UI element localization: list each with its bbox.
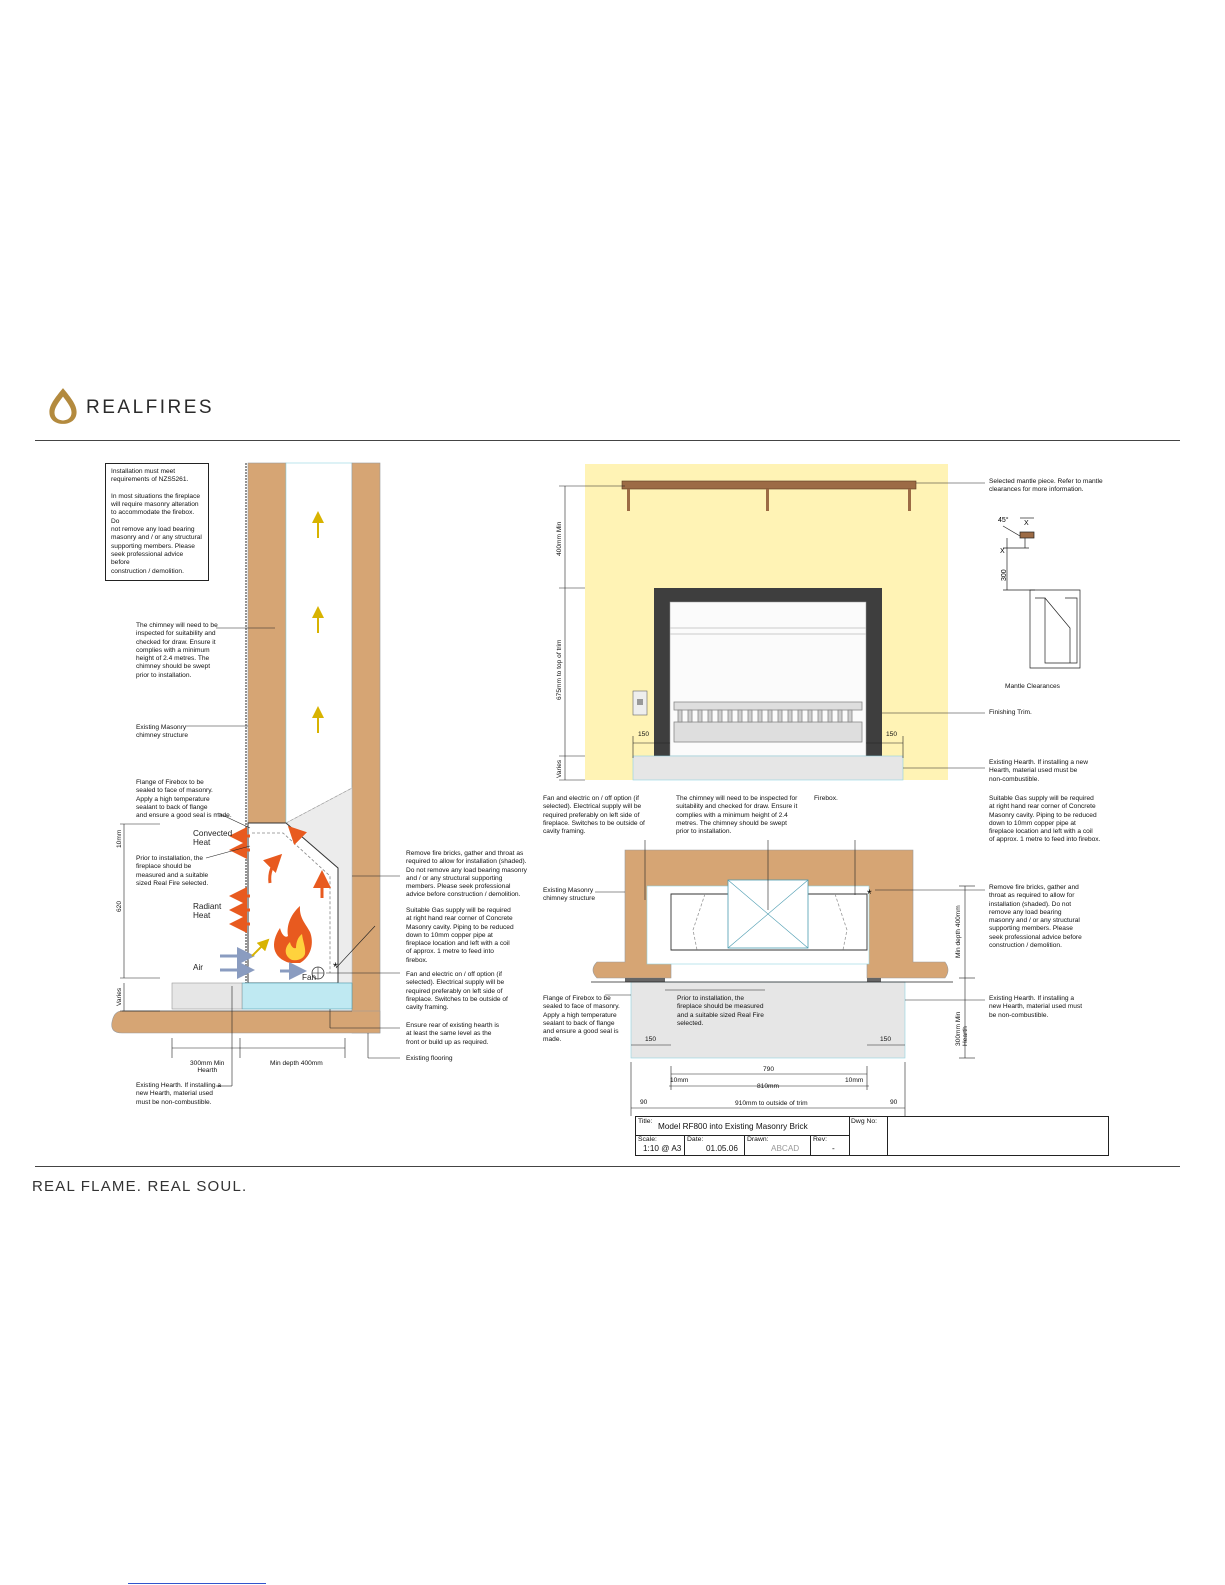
footer-divider <box>35 1166 1180 1167</box>
section-rear-hearth-note: Ensure rear of existing hearth is at least the same level as the front or build up as required. <box>406 1022 500 1046</box>
finishing-trim-label: Finishing Trim. <box>989 709 1032 716</box>
fire-grate <box>674 702 862 742</box>
elevation-hearth <box>633 756 903 780</box>
air-label: Air <box>193 963 204 972</box>
plan-drawing <box>585 840 985 1120</box>
plan-dim-910: 910mm to outside of trim <box>735 1100 808 1107</box>
section-measure-note: Prior to installation, the fireplace should be measured and a suitable sized Real Fire selected. <box>136 855 209 887</box>
plan-remove-note: Remove fire bricks, gather and throat as required to allow for installation (shaded). Do not remove any load bearing masonry and / or any structural supporting members. Please seek professional advice before construction / demolition. <box>989 884 1082 950</box>
realfires-logo <box>46 384 80 428</box>
scale-value: 1:10 @ A3 <box>643 1144 682 1153</box>
rev-label: Rev: <box>813 1136 827 1143</box>
clearance-x1-label: X <box>1024 520 1029 527</box>
plan-fan-note: Fan and electric on / off option (if selected). Electrical supply will be required preferably on left side of fireplace. Switches to be outside of cavity framing. <box>543 795 645 836</box>
plan-dim-790: 790 <box>763 1066 775 1073</box>
dim-400-vertical: 400mm Min <box>556 521 563 556</box>
dim-620-vertical: 620 <box>116 900 123 912</box>
plan-dim-150-left: 150 <box>645 1036 657 1043</box>
plan-firebox-label: Firebox. <box>814 795 838 802</box>
brand-name: REALFIRES <box>86 397 215 418</box>
section-hearth-note: Existing Hearth. If installing a new Hearth, material used must be non-combustible. <box>136 1082 222 1106</box>
drawing-title: Model RF800 into Existing Masonry Brick <box>658 1122 808 1131</box>
header-divider <box>35 440 1180 441</box>
dim-varies-vertical-elev: Varies <box>556 759 563 778</box>
section-fan-note: Fan and electric on / off option (if selected). Electrical supply will be required preferably on left side of fireplace. Switches to be outside of cavity framing. <box>406 971 508 1012</box>
scale-label: Scale: <box>638 1136 657 1143</box>
drawn-label: Drawn: <box>747 1136 769 1143</box>
section-flooring-label: Existing flooring <box>406 1055 453 1062</box>
dim-10mm-vertical: 10mm <box>116 829 123 848</box>
fan-label: Fan <box>302 973 317 982</box>
rev-value: - <box>832 1144 835 1153</box>
title-block <box>635 1116 1109 1156</box>
plan-hearth-note: Existing Hearth. If installing a new Hearth, material used must be non-combustible. <box>989 995 1083 1019</box>
section-masonry-label: Existing Masonry chimney structure <box>136 724 189 740</box>
plan-gas-note: Suitable Gas supply will be required at right hand rear corner of Concrete Masonry cavity. Piping to be reduced down to 10mm copper pipe at fireplace location and left with a coil of approx. 1 metre to feed into firebox. <box>989 795 1101 844</box>
plan-chimney-note: The chimney will need to be inspected for suitability and checked for draw. Ensure it complies with a minimum height of 2.4 metres. The chimney should be swept prior to installation. <box>676 795 798 836</box>
convected-heat-label: Convected Heat <box>193 829 233 847</box>
section-flange-note: Flange of Firebox to be sealed to face of masonry. Apply a high temperature sealant to back of flange and ensure a good seal is made. <box>136 779 232 820</box>
floor-slab <box>112 1011 380 1033</box>
elevation-hearth-note: Existing Hearth. If installing a new Hearth, material used must be non-combustible. <box>989 759 1088 783</box>
flame-drop-logo-icon <box>49 388 76 424</box>
radiant-heat-label: Radiant Heat <box>193 902 222 920</box>
chimney-wall-right <box>352 463 380 1033</box>
plan-dim-10mm-left: 10mm <box>670 1077 689 1084</box>
plan-dim-300-hearth: 300mm Min Hearth <box>955 1011 969 1046</box>
date-value: 01.05.06 <box>706 1144 738 1153</box>
plan-gas-asterisk: * <box>867 887 872 901</box>
plan-dim-90-left: 90 <box>640 1099 648 1106</box>
clearance-45-label: 45° <box>998 517 1009 524</box>
cavity-fill <box>242 983 352 1009</box>
plan-dim-min-depth: Min depth 400mm <box>955 905 962 958</box>
plan-dim-10mm-right: 10mm <box>845 1077 864 1084</box>
plan-dim-90-right: 90 <box>890 1099 898 1106</box>
plan-dim-810: 810mm <box>757 1083 779 1090</box>
section-gas-note: Suitable Gas supply will be required at right hand rear corner of Concrete Masonry cavity. Piping to be reduced down to 10mm copper pipe at fireplace location and left with a coil of approx. 1 metre to feed into firebox. <box>406 907 514 964</box>
gas-asterisk: * <box>333 960 338 974</box>
section-remove-note: Remove fire bricks, gather and throat as required to allow for installation (shaded). Do not remove any load bearing masonry and / or any structural supporting members. Please seek professional advice before construction / demolition. <box>406 850 527 899</box>
plan-dim-150-right: 150 <box>880 1036 892 1043</box>
mantel-note: Selected mantle piece. Refer to mantle clearances for more information. <box>989 478 1103 494</box>
clearance-300-label: 300 <box>1001 569 1008 581</box>
bottom-link-underline <box>128 1583 266 1584</box>
dim-150-right-elev: 150 <box>886 731 898 738</box>
dim-675-vertical: 675mm to top of trim <box>556 639 563 700</box>
dim-varies-vertical: Varies <box>116 987 123 1006</box>
plan-flange-note: Flange of Firebox to be sealed to face of masonry. Apply a high temperature sealant to back of flange and ensure a good seal is made. <box>543 995 620 1044</box>
brand-tagline: REAL FLAME. REAL SOUL. <box>32 1178 248 1195</box>
section-chimney-note: The chimney will need to be inspected for suitability and checked for draw. Ensure it complies with a minimum height of 2.4 metres. The chimney should be swept prior to installation. <box>136 622 218 679</box>
date-label: Date: <box>687 1136 704 1143</box>
elevation-drawing <box>545 458 1105 788</box>
mantel-shelf <box>622 481 916 489</box>
mantle-clearances-title: Mantle Clearances <box>1005 683 1060 690</box>
plan-measure-note: Prior to installation, the fireplace should be measured and a suitable sized Real Fire selected. <box>677 995 764 1027</box>
dim-hearth-300: 300mm Min Hearth <box>190 1060 225 1074</box>
dwg-label: Dwg No: <box>851 1118 878 1125</box>
clearance-x2-label: X <box>1000 548 1005 555</box>
title-label: Title: <box>638 1118 653 1125</box>
drawn-value: ABCAD <box>771 1144 800 1153</box>
plan-masonry-label: Existing Masonry chimney structure <box>543 887 596 903</box>
mantle-clearance-inset <box>1003 518 1080 668</box>
dim-150-left-elev: 150 <box>638 731 650 738</box>
dim-min-depth: Min depth 400mm <box>270 1060 323 1067</box>
section-notes-box: Installation must meet requirements of NZS5261. In most situations the fireplace will require masonry alteration to accommodate the firebox. Do not remove any load bearing masonry and / or any structural supporting members. Please seek professional advice before construction / demolition. <box>105 463 209 581</box>
chimney-wall-left <box>248 463 286 823</box>
hearth-block <box>172 983 242 1009</box>
